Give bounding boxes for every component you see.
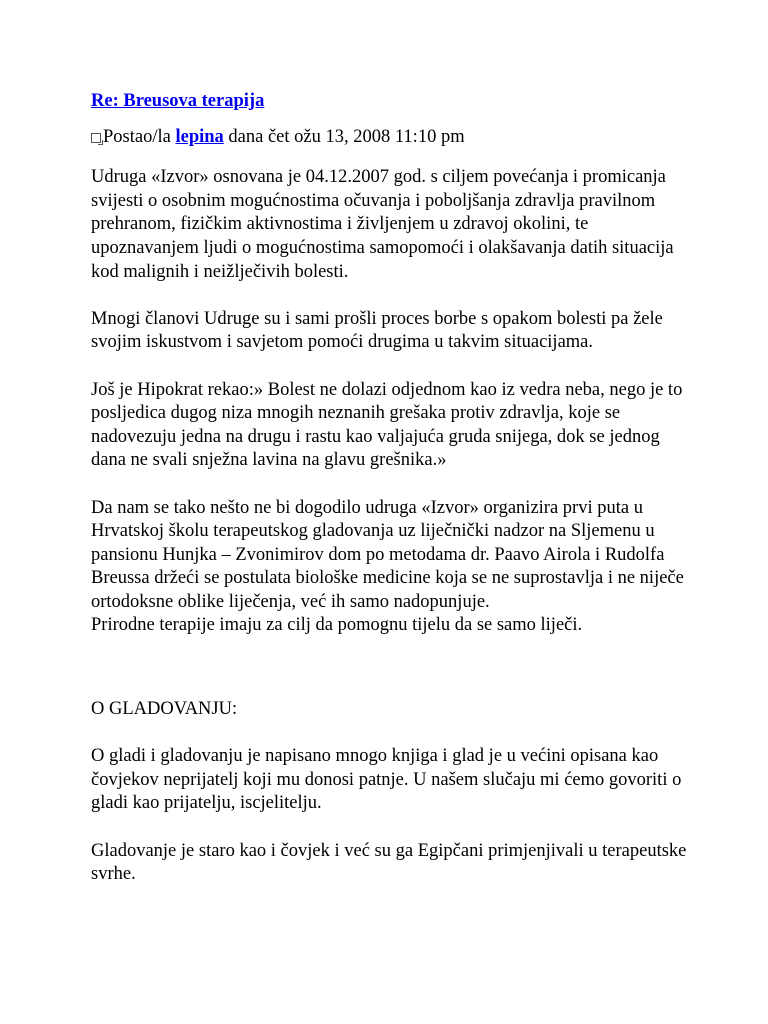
forum-post <box>91 90 691 910</box>
post-date: dana čet ožu 13, 2008 11:10 pm <box>228 126 465 147</box>
paragraph-natural-therapies: Prirodne terapije imaju za cilj da pomognu tijelu da se samo liječi. <box>91 615 583 636</box>
post-icon[interactable] <box>91 133 101 143</box>
paragraph-intro: Udruga «Izvor» osnovana je 04.12.2007 god. s ciljem povećanja i promicanja svijesti o osobnim mogućnostima očuvanja i poboljšanja zdravlja pravilnom prehranom, fizičkim aktivnostima i življenjem u zdravoj okolini, te upoznavanjem ljudi o mogućnostima samopomoći i olakšavanja datih situacija kod malignih i neižlječivih bolesti. <box>91 167 674 282</box>
post-meta <box>91 126 691 150</box>
posted-by-label: Postao/la <box>103 126 171 147</box>
blank-space <box>91 638 691 698</box>
paragraph-egyptians: Gladovanje je staro kao i čovjek i već su ga Egipčani primjenjivali u terapeutske svrhe. <box>91 840 687 885</box>
paragraph-hunger: O gladi i gladovanju je napisano mnogo knjiga i glad je u većini opisana kao čovjekov neprijatelj koji mu donosi patnje. U našem slučaju mi ćemo govoriti o gladi kao prijatelju, iscjelitelju. <box>91 746 682 814</box>
paragraph-hippocrates-quote: Još je Hipokrat rekao:» Bolest ne dolazi odjednom kao iz vedra neba, nego je to posljedica dugog niza mnogih neznanih grešaka protiv zdravlja, koje se nadovezuju jedna na drugu i rastu kao valjajuća gruda snijega, dok se jednog dana ne svali snježna lavina na glavu grešnika.» <box>91 379 683 471</box>
post-title-link[interactable]: Re: Breusova terapija <box>91 91 265 111</box>
section-heading: O GLADOVANJU: <box>91 699 238 720</box>
paragraph-fasting-school: Da nam se tako nešto ne bi dogodilo udruga «Izvor» organizira prvi puta u Hrvatskoj školu terapeutskog gladovanja uz liječnički nadzor na Sljemenu u pansionu Hunjka – Zvonimirov dom po metodama dr. Paavo Airola i Rudolfa Breussa držeći se postulata biološke medicine koja se ne suprostavlja i ne niječe ortodoksne oblike liječenja, već ih samo nadopunjuje. <box>91 497 684 612</box>
paragraph-members: Mnogi članovi Udruge su i sami prošli proces borbe s opakom bolesti pa žele svojim iskustvom i savjetom pomoći drugima u takvim situacijama. <box>91 308 663 353</box>
author-link[interactable]: lepina <box>175 126 224 147</box>
